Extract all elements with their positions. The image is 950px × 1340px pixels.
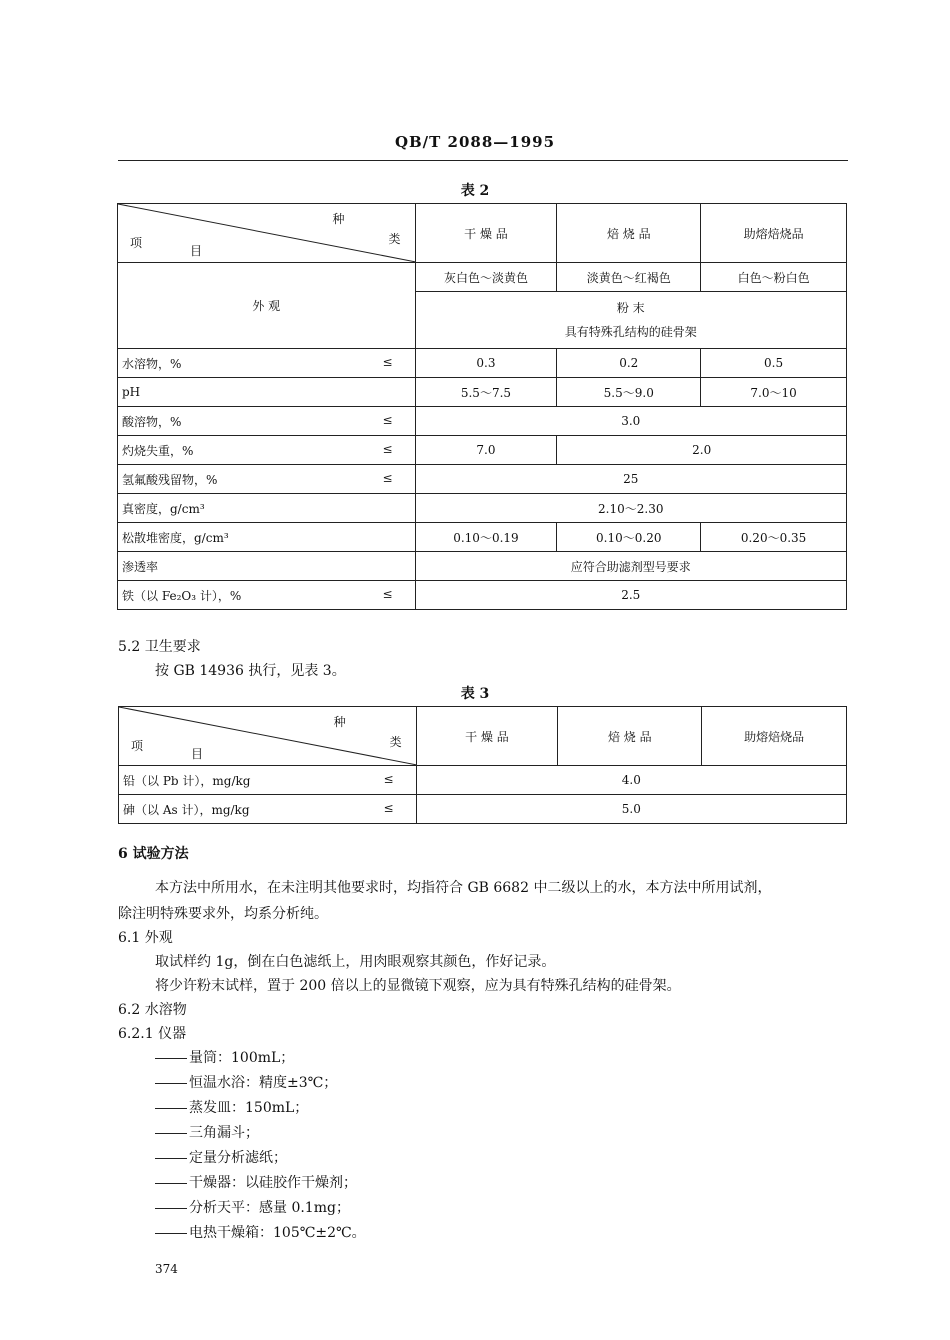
section-6-para1b: 除注明特殊要求外，均系分析纯。 xyxy=(118,906,328,922)
row-label: 铁（以 Fe₂O₃ 计），% ≤ xyxy=(118,581,416,610)
row-label: 灼烧失重，% ≤ xyxy=(118,436,416,465)
list-item: 电热干燥箱：105℃±2℃。 xyxy=(155,1222,366,1242)
section-5-2-title: 5.2 卫生要求 xyxy=(118,639,201,655)
list-item: 分析天平：感量 0.1mg； xyxy=(155,1197,350,1217)
cell: 5.5～9.0 xyxy=(557,378,701,407)
table-row xyxy=(118,494,847,523)
appearance-form: 粉 末 xyxy=(616,301,645,315)
section-6-title: 6 试验方法 xyxy=(118,846,189,862)
table-row xyxy=(118,378,847,407)
table2-corner-cell xyxy=(118,204,416,263)
list-item: 量筒：100mL； xyxy=(155,1047,294,1067)
cell: 5.5～7.5 xyxy=(415,378,557,407)
list-item: 干燥器：以硅胶作干燥剂； xyxy=(155,1172,357,1192)
cell: 7.0 xyxy=(415,436,557,465)
col-calcined: 焙 烧 品 xyxy=(558,707,702,766)
section-6-2-title: 6.2 水溶物 xyxy=(118,1002,187,1018)
corner-right: 类 xyxy=(388,232,401,246)
cell: 2.0 xyxy=(557,436,847,465)
col-flux-calcined: 助熔焙烧品 xyxy=(701,204,847,263)
cell: 0.3 xyxy=(415,349,557,378)
table-row xyxy=(118,552,847,581)
table3-corner-cell xyxy=(119,707,417,766)
cell: 7.0～10 xyxy=(701,378,847,407)
corner-left1: 项 xyxy=(131,739,144,753)
header-rule xyxy=(118,160,848,161)
cell: 0.10～0.19 xyxy=(415,523,557,552)
cell: 应符合助滤剂型号要求 xyxy=(415,552,846,581)
table-row xyxy=(118,407,847,436)
table-row xyxy=(118,349,847,378)
col-calcined: 焙 烧 品 xyxy=(557,204,701,263)
table-row xyxy=(118,523,847,552)
cell: 4.0 xyxy=(416,766,846,795)
appearance-label: 外 观 xyxy=(118,263,416,349)
corner-right: 类 xyxy=(389,735,402,749)
cell: 5.0 xyxy=(416,795,846,824)
col-dry: 干 燥 品 xyxy=(416,707,558,766)
appearance-merged xyxy=(415,292,846,349)
cell: 2.5 xyxy=(415,581,846,610)
table-row xyxy=(118,581,847,610)
cell: 0.20～0.35 xyxy=(701,523,847,552)
row-label: 松散堆密度，g/cm³ xyxy=(118,523,416,552)
appearance-structure: 具有特殊孔结构的硅骨架 xyxy=(564,325,697,339)
cell: 25 xyxy=(415,465,846,494)
table3-header-row xyxy=(119,707,847,766)
col-dry: 干 燥 品 xyxy=(415,204,557,263)
list-item: 恒温水浴：精度±3℃； xyxy=(155,1072,337,1092)
corner-top: 种 xyxy=(333,715,346,729)
row-label: 酸溶物，% ≤ xyxy=(118,407,416,436)
corner-left1: 项 xyxy=(130,236,143,250)
table2-caption: 表 2 xyxy=(460,183,490,199)
page-number: 374 xyxy=(155,1262,178,1276)
appearance-color: 白色～粉白色 xyxy=(701,263,847,292)
col-flux-calcined: 助熔焙烧品 xyxy=(702,707,847,766)
row-label: 真密度，g/cm³ xyxy=(118,494,416,523)
standard-header: QB/T 2088—1995 xyxy=(394,133,556,151)
appearance-color: 淡黄色～红褐色 xyxy=(557,263,701,292)
cell: 2.10～2.30 xyxy=(415,494,846,523)
table-row xyxy=(118,263,847,292)
corner-left2: 目 xyxy=(191,747,204,761)
table-row xyxy=(119,766,847,795)
row-label: 氢氟酸残留物，% ≤ xyxy=(118,465,416,494)
list-item: 蒸发皿：150mL； xyxy=(155,1097,308,1117)
cell: 0.5 xyxy=(701,349,847,378)
corner-top: 种 xyxy=(332,212,345,226)
section-6-1-title: 6.1 外观 xyxy=(118,930,173,946)
table-row xyxy=(119,795,847,824)
appearance-color: 灰白色～淡黄色 xyxy=(415,263,557,292)
table-row xyxy=(118,465,847,494)
table-row xyxy=(118,436,847,465)
cell: 0.10～0.20 xyxy=(557,523,701,552)
row-label: 渗透率 xyxy=(118,552,416,581)
section-6-1-text-a: 取试样约 1g，倒在白色滤纸上，用肉眼观察其颜色，作好记录。 xyxy=(155,954,556,970)
cell: 0.2 xyxy=(557,349,701,378)
row-label: 水溶物，% ≤ xyxy=(118,349,416,378)
table2 xyxy=(117,203,847,610)
list-item: 定量分析滤纸； xyxy=(155,1147,287,1167)
section-6-1-text-b: 将少许粉末试样，置于 200 倍以上的显微镜下观察，应为具有特殊孔结构的硅骨架。 xyxy=(155,978,681,994)
section-6-2-1-title: 6.2.1 仪器 xyxy=(118,1026,187,1042)
cell: 3.0 xyxy=(415,407,846,436)
corner-left2: 目 xyxy=(190,244,203,258)
table3-caption: 表 3 xyxy=(460,686,490,702)
list-item: 三角漏斗； xyxy=(155,1122,259,1142)
section-6-para1a: 本方法中所用水，在未注明其他要求时，均指符合 GB 6682 中二级以上的水，本方法中所用试剂， xyxy=(155,880,772,896)
section-5-2-text: 按 GB 14936 执行，见表 3。 xyxy=(155,663,346,679)
row-label: 铅（以 Pb 计），mg/kg ≤ xyxy=(119,766,417,795)
table3 xyxy=(118,706,847,824)
row-label: pH xyxy=(118,378,416,407)
table2-header-row xyxy=(118,204,847,263)
row-label: 砷（以 As 计），mg/kg ≤ xyxy=(119,795,417,824)
